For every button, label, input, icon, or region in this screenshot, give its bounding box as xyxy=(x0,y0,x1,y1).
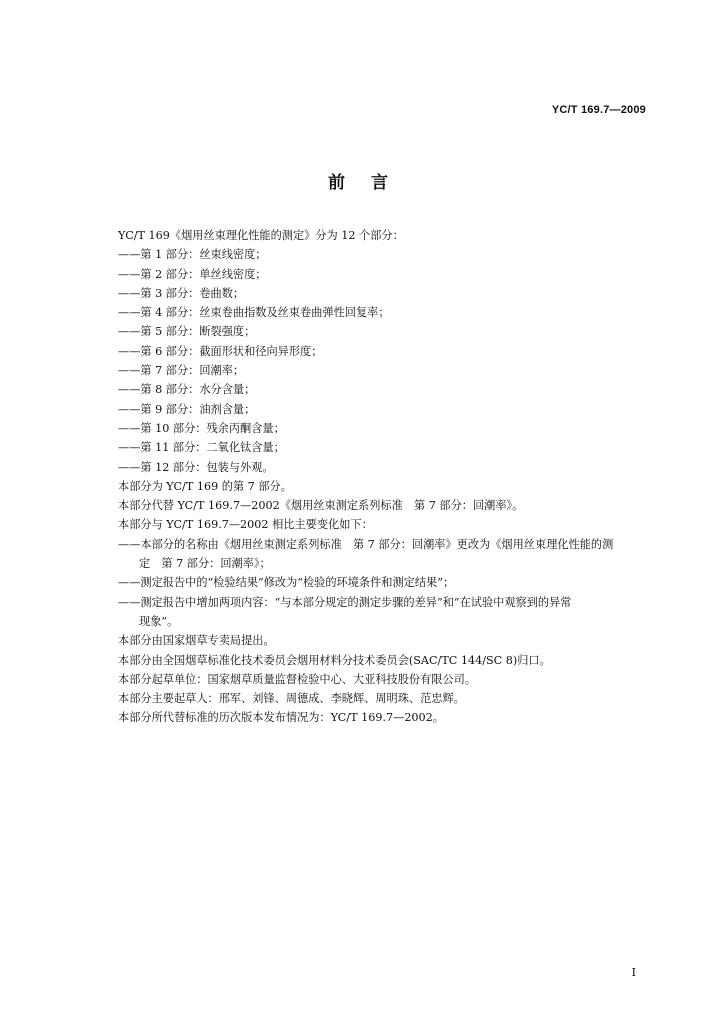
previous-editions: 本部分所代替标准的历次版本发布情况为：YC/T 169.7—2002。 xyxy=(118,711,444,725)
part-list-item: ——第 3 部分：卷曲数； xyxy=(118,286,245,300)
change-item: ——测定报告中增加两项内容：“与本部分规定的测定步骤的差异”和“在试验中观察到的异常 xyxy=(118,595,572,609)
part-list-item: ——第 4 部分：丝束卷曲指数及丝束卷曲弹性回复率； xyxy=(118,306,390,320)
part-list-item: ——第 9 部分：油剂含量； xyxy=(118,402,256,416)
part-list-item: ——第 11 部分：二氧化钛含量； xyxy=(118,441,285,455)
standard-number: YC/T 169.7—2009 xyxy=(551,104,646,116)
part-list-item: ——第 6 部分：截面形状和径向异形度； xyxy=(118,344,323,358)
committee-statement: 本部分由全国烟草标准化技术委员会烟用材料分技术委员会(SAC/TC 144/SC 8)归口。 xyxy=(118,653,551,667)
drafters: 本部分主要起草人：邢军、刘锋、周德成、李晓辉、周明珠、范忠辉。 xyxy=(118,692,465,706)
change-item-continuation: 定 第 7 部分：回潮率》； xyxy=(139,557,271,571)
proposer-statement: 本部分由国家烟草专卖局提出。 xyxy=(118,634,275,648)
change-item-continuation: 现象”。 xyxy=(139,614,179,628)
part-statement: 本部分为 YC/T 169 的第 7 部分。 xyxy=(118,479,292,493)
drafting-units: 本部分起草单位：国家烟草质量监督检验中心、大亚科技股份有限公司。 xyxy=(118,672,477,686)
document-body xyxy=(118,226,658,728)
part-list-item: ——第 10 部分：残余丙酮含量； xyxy=(118,421,285,435)
page-number: I xyxy=(631,966,636,979)
changes-intro: 本部分与 YC/T 169.7—2002 相比主要变化如下： xyxy=(118,518,373,532)
change-item: ——本部分的名称由《烟用丝束测定系列标准 第 7 部分：回潮率》更改为《烟用丝束理化性能的测 xyxy=(118,537,614,551)
part-list-item: ——第 7 部分：回潮率； xyxy=(118,364,245,378)
page-title: 前言 xyxy=(328,173,414,193)
part-list-item: ——第 5 部分：断裂强度； xyxy=(118,325,256,339)
part-list-item: ——第 8 部分：水分含量； xyxy=(118,383,256,397)
replacement-statement: 本部分代替 YC/T 169.7—2002《烟用丝束测定系列标准 第 7 部分：回潮率》。 xyxy=(118,499,524,513)
part-list-item: ——第 12 部分：包装与外观。 xyxy=(118,460,274,474)
change-item: ——测定报告中的“检验结果”修改为“检验的环境条件和测定结果”； xyxy=(118,576,455,590)
part-list-item: ——第 1 部分：丝束线密度； xyxy=(118,248,267,262)
part-list-item: ——第 2 部分：单丝线密度； xyxy=(118,267,267,281)
intro-line: YC/T 169《烟用丝束理化性能的测定》分为 12 个部分： xyxy=(118,229,404,242)
